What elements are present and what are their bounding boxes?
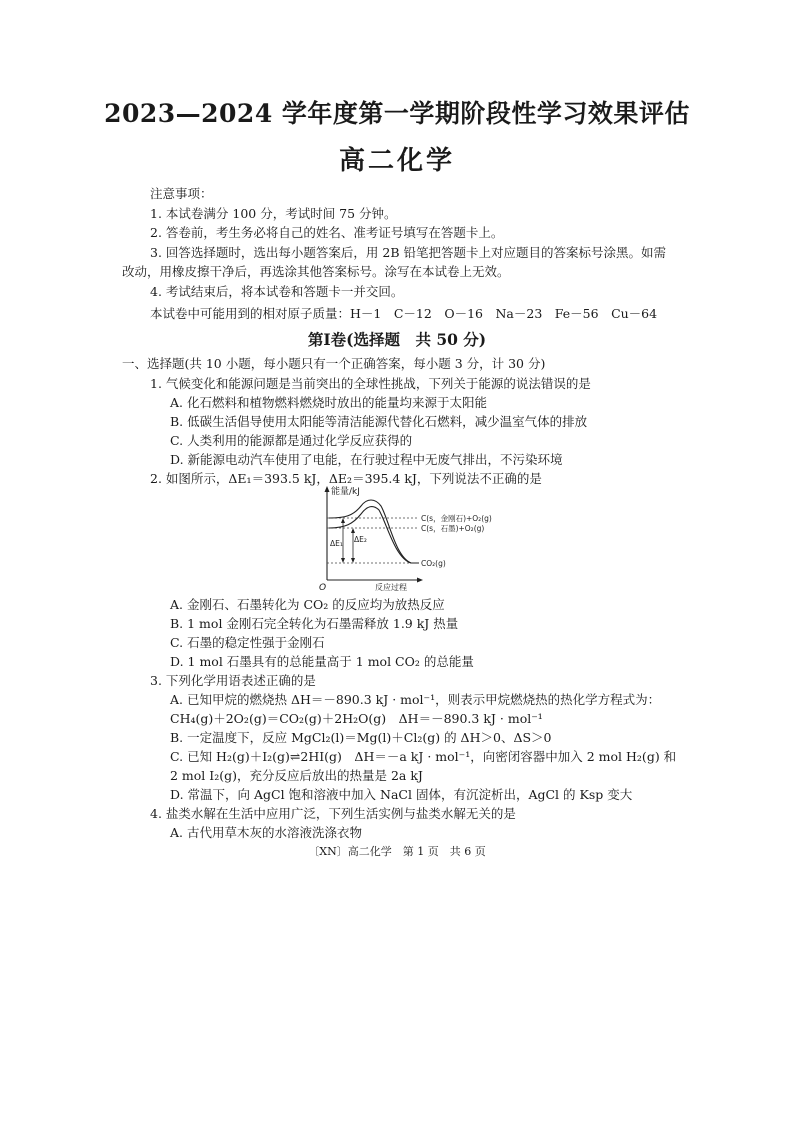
q3-option-b: B. 一定温度下，反应 MgCl₂(l)＝Mg(l)＋Cl₂(g) 的 ΔH＞0、ΔS＞0 xyxy=(170,730,552,745)
q1-option-b: B. 低碳生活倡导使用太阳能等清洁能源代替化石燃料，减少温室气体的排放 xyxy=(170,414,588,429)
notice-section xyxy=(122,184,670,301)
de2-label: ΔE₂ xyxy=(354,535,367,544)
y-axis-arrow xyxy=(325,486,330,492)
origin-label: O xyxy=(319,583,327,592)
diamond-label: C(s，金刚石)+O₂(g) xyxy=(421,514,492,523)
q1-stem: 1. 气候变化和能源问题是当前突出的全球性挑战，下列关于能源的说法错误的是 xyxy=(150,376,591,391)
exam-title: 2023—2024 学年度第一学期阶段性学习效果评估 xyxy=(104,99,690,128)
diamond-curve xyxy=(329,500,419,563)
q4-stem: 4. 盐类水解在生活中应用广泛，下列生活实例与盐类水解无关的是 xyxy=(150,806,516,821)
notice-heading: 注意事项： xyxy=(150,186,213,201)
notice-item-1: 1. 本试卷满分 100 分，考试时间 75 分钟。 xyxy=(150,205,397,221)
page-footer: 〔XN〕高二化学 第 1 页 共 6 页 xyxy=(308,845,486,858)
q2-stem: 2. 如图所示，ΔE₁＝393.5 kJ，ΔE₂＝395.4 kJ，下列说法不正确的是 xyxy=(150,471,542,486)
q1-option-d: D. 新能源电动汽车使用了电能，在行驶过程中无废气排出，不污染环境 xyxy=(170,452,563,467)
section-heading: 一、选择题(共 10 小题，每小题只有一个正确答案，每小题 3 分，计 30 分) xyxy=(122,356,546,371)
graphite-curve xyxy=(329,507,411,563)
q3-stem: 3. 下列化学用语表述正确的是 xyxy=(150,673,316,688)
notice-item-3: 3. 回答选择题时，选出每小题答案后，用 2B 铅笔把答题卡上对应题目的答案标号涂黑。如需 xyxy=(150,244,666,260)
de1-label: ΔE₁ xyxy=(330,539,343,548)
q4-option-a: A. 古代用草木灰的水溶液洗涤衣物 xyxy=(170,825,362,840)
q2-option-d: D. 1 mol 石墨具有的总能量高于 1 mol CO₂ 的总能量 xyxy=(170,654,474,669)
q3-option-c: C. 已知 H₂(g)＋I₂(g)⇌2HI(g) ΔH＝－a kJ · mol⁻¹，向密闭容器中加入 2 mol H₂(g) 和 xyxy=(170,749,677,764)
subject-title: 高二化学 xyxy=(338,146,455,176)
notice-item-4: 4. 考试结束后，将本试卷和答题卡一并交回。 xyxy=(150,283,404,299)
part1-title: 第Ⅰ卷(选择题 共 50 分) xyxy=(307,330,487,349)
q2-option-b: B. 1 mol 金刚石完全转化为石墨需释放 1.9 kJ 热量 xyxy=(170,616,459,631)
graphite-label: C(s，石墨)+O₂(g) xyxy=(421,524,485,533)
q2-option-c: C. 石墨的稳定性强于金刚石 xyxy=(170,635,325,650)
x-axis-label: 反应过程 xyxy=(375,583,407,592)
notice-item-3-cont: 改动，用橡皮擦干净后，再选涂其他答案标号。涂写在本试卷上无效。 xyxy=(122,264,510,279)
q2-option-a: A. 金刚石、石墨转化为 CO₂ 的反应均为放热反应 xyxy=(170,597,445,612)
atomic-masses: 本试卷中可能用到的相对原子质量：H－1 C－12 O－16 Na－23 Fe－56 Cu－64 xyxy=(150,306,658,321)
q3-option-a: A. 已知甲烷的燃烧热 ΔH＝－890.3 kJ · mol⁻¹，则表示甲烷燃烧热的热化学方程式为： xyxy=(170,692,661,707)
notice-item-2: 2. 答卷前，考生务必将自己的姓名、准考证号填写在答题卡上。 xyxy=(150,225,504,240)
co2-label: CO₂(g) xyxy=(421,559,446,568)
x-axis-arrow xyxy=(417,578,423,583)
q1-option-a: A. 化石燃料和植物燃料燃烧时放出的能量均来源于太阳能 xyxy=(170,395,487,410)
q3-option-c-cont: 2 mol I₂(g)，充分反应后放出的热量是 2a kJ xyxy=(170,768,423,783)
q3-option-a-equation: CH₄(g)＋2O₂(g)＝CO₂(g)＋2H₂O(g) ΔH＝－890.3 kJ · mol⁻¹ xyxy=(170,711,543,726)
q1-option-c: C. 人类利用的能源都是通过化学反应获得的 xyxy=(170,433,413,448)
y-axis-label: 能量/kJ xyxy=(331,487,360,497)
q3-option-d: D. 常温下，向 AgCl 饱和溶液中加入 NaCl 固体，有沉淀析出，AgCl 的 Ksp 变大 xyxy=(170,787,633,802)
energy-diagram xyxy=(315,484,515,592)
